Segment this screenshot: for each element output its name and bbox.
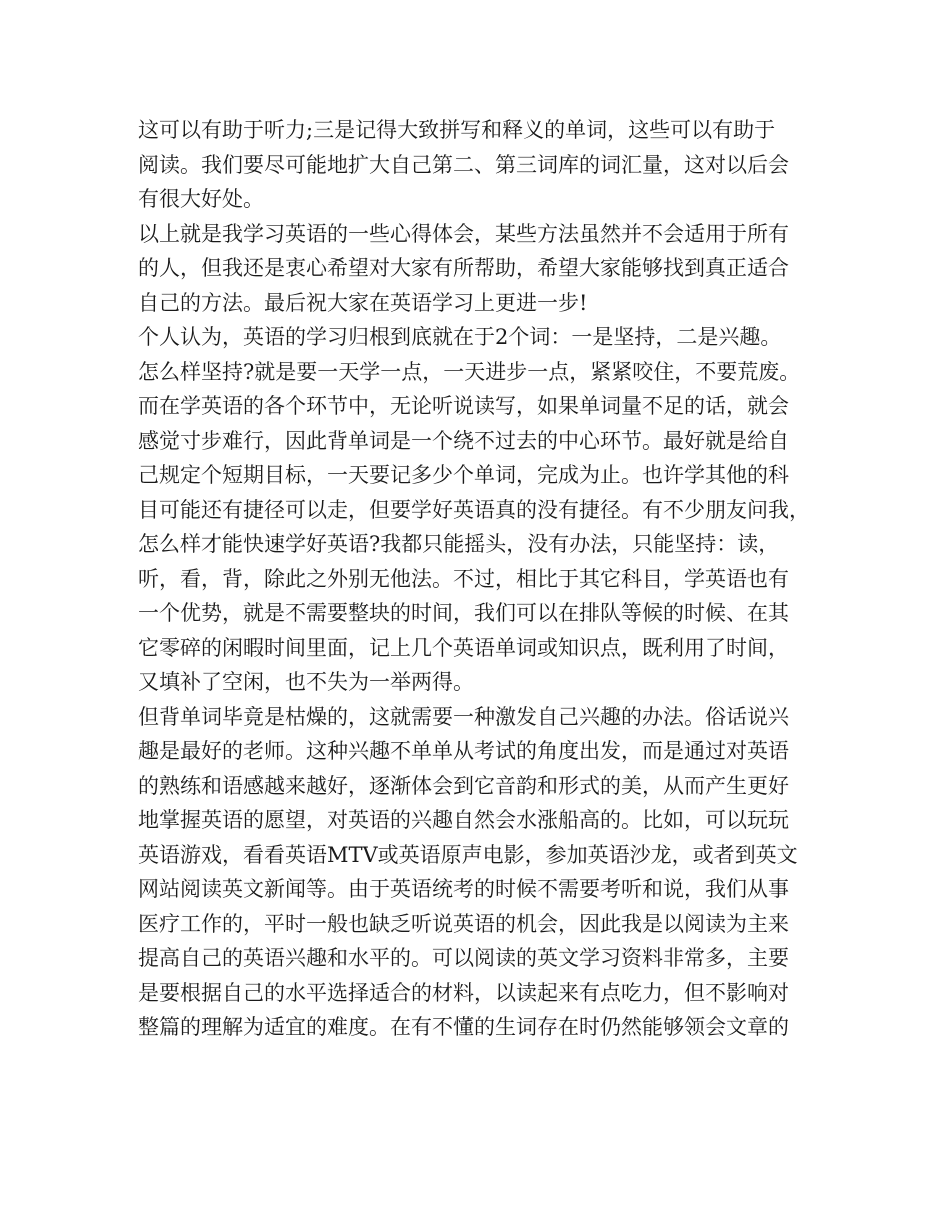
- text-line: 整篇的理解为适宜的难度。在有不懂的生词存在时仍然能够领会文章的: [138, 1015, 789, 1039]
- text-line: 又填补了空闲，也不失为一举两得。: [138, 670, 474, 694]
- text-line: 而在学英语的各个环节中，无论听说读写，如果单词量不足的话，就会: [138, 394, 789, 418]
- body-text: [138, 113, 828, 1045]
- text-line: 提高自己的英语兴趣和水平的。可以阅读的英文学习资料非常多，主要: [138, 946, 789, 970]
- text-line: 这可以有助于听力;三是记得大致拼写和释义的单词，这些可以有助于: [138, 118, 776, 142]
- text-line: 以上就是我学习英语的一些心得体会，某些方法虽然并不会适用于所有: [138, 221, 789, 246]
- text-line: 怎么样才能快速学好英语?我都只能摇头，没有办法，只能坚持：读，: [138, 532, 780, 556]
- text-line: 一个优势，就是不需要整块的时间，我们可以在排队等候的时候、在其: [138, 601, 789, 625]
- text-line: 地掌握英语的愿望，对英语的兴趣自然会水涨船高的。比如，可以玩玩: [138, 808, 789, 832]
- text-line: 趣是最好的老师。这种兴趣不单单从考试的角度出发，而是通过对英语: [138, 739, 789, 763]
- text-line: 阅读。我们要尽可能地扩大自己第二、第三词库的词汇量，这对以后会: [138, 152, 789, 177]
- text-line: 医疗工作的，平时一般也缺乏听说英语的机会，因此我是以阅读为主来: [138, 911, 789, 936]
- text-line: 它零碎的闲暇时间里面，记上几个英语单词或知识点，既利用了时间，: [138, 635, 789, 660]
- text-line: 己规定个短期目标，一天要记多少个单词，完成为止。也许学其他的科: [138, 463, 789, 487]
- text-line: 但背单词毕竟是枯燥的，这就需要一种激发自己兴趣的办法。俗话说兴: [138, 704, 789, 729]
- text-line: 的人，但我还是衷心希望对大家有所帮助，希望大家能够找到真正适合: [138, 256, 789, 280]
- text-line: 是要根据自己的水平选择适合的材料，以读起来有点吃力，但不影响对: [138, 980, 789, 1005]
- text-line: 听，看，背，除此之外别无他法。不过，相比于其它科目，学英语也有: [138, 566, 789, 591]
- text-line: 的熟练和语感越来越好，逐渐体会到它音韵和形式的美，从而产生更好: [138, 773, 789, 798]
- text-line: 网站阅读英文新闻等。由于英语统考的时候不需要考听和说，我们从事: [138, 877, 789, 901]
- text-line: 个人认为，英语的学习归根到底就在于2个词：一是坚持，二是兴趣。: [138, 325, 782, 349]
- text-line: 怎么样坚持?就是要一天学一点，一天进步一点，紧紧咬住，不要荒废。: [138, 359, 801, 384]
- text-line: 自己的方法。最后祝大家在英语学习上更进一步!: [138, 290, 588, 315]
- text-line: 有很大好处。: [138, 187, 264, 211]
- text-line: 感觉寸步难行，因此背单词是一个绕不过去的中心环节。最好就是给自: [138, 428, 789, 453]
- text-line: 目可能还有捷径可以走，但要学好英语真的没有捷径。有不少朋友问我，: [138, 497, 810, 522]
- text-line: 英语游戏，看看英语MTV或英语原声电影，参加英语沙龙，或者到英文: [138, 842, 798, 867]
